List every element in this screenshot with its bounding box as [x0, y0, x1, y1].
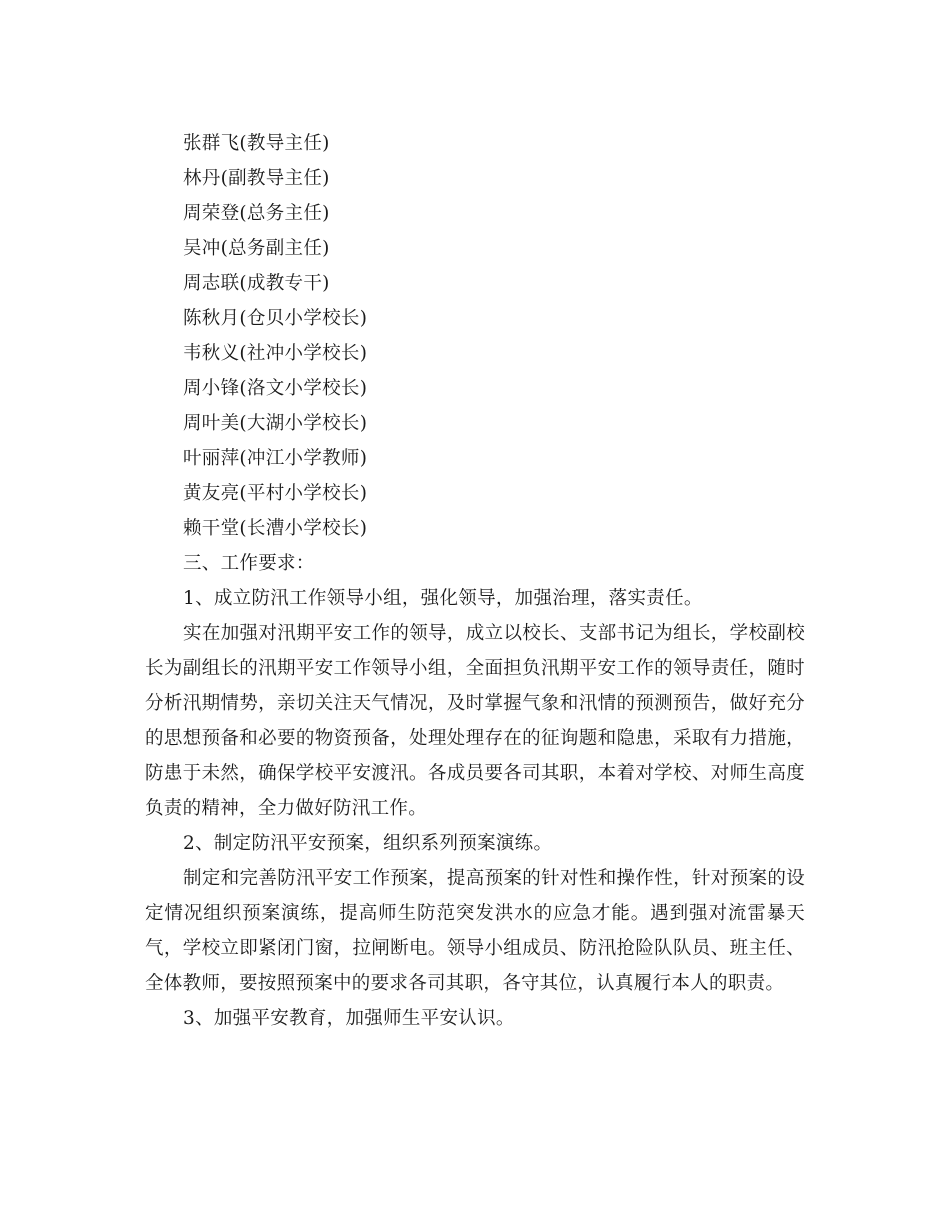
item-title-1: 1、成立防汛工作领导小组，强化领导，加强治理，落实责任。 — [183, 588, 703, 609]
item-body-2: 制定和完善防汛平安工作预案，提高预案的针对性和操作性，针对预案的设定情况组织预案演练，提高师生防范突发洪水的应急才能。遇到强对流雷暴天气，学校立即紧闭门窗，拉闸断电。领导小组成员、防汛抢险队队员、班主任、全体教师，要按照预案中的要求各司其职，各守其位，认真履行本人的职责。 — [145, 868, 805, 994]
member-item: 赖干堂(长漕小学校长) — [183, 518, 368, 539]
member-item: 林丹(副教导主任) — [183, 168, 330, 189]
leadership-member-list — [145, 126, 805, 546]
item-title-3: 3、加强平安教育，加强师生平安认识。 — [183, 1008, 515, 1029]
section-heading: 三、工作要求： — [183, 553, 315, 574]
member-item: 周小锋(洛文小学校长) — [183, 378, 368, 399]
member-item: 叶丽萍(冲江小学教师) — [183, 448, 368, 469]
member-item: 黄友亮(平村小学校长) — [183, 483, 368, 504]
member-item: 吴冲(总务副主任) — [183, 238, 330, 259]
member-item: 陈秋月(仓贝小学校长) — [183, 308, 368, 329]
member-item: 张群飞(教导主任) — [183, 133, 330, 154]
item-title-2: 2、制定防汛平安预案，组织系列预案演练。 — [183, 833, 553, 854]
item-body-1: 实在加强对汛期平安工作的领导，成立以校长、支部书记为组长，学校副校长为副组长的汛期平安工作领导小组，全面担负汛期平安工作的领导责任，随时分析汛期情势，亲切关注天气情况，及时掌握气象和汛情的预测预告，做好充分的思想预备和必要的物资预备，处理处理存在的征询题和隐患，采取有力措施，防患于未然，确保学校平安渡汛。各成员要各司其职，本着对学校、对师生高度负责的精神，全力做好防汛工作。 — [145, 623, 805, 819]
member-item: 周荣登(总务主任) — [183, 203, 330, 224]
document-content — [145, 126, 805, 1036]
member-item: 周叶美(大湖小学校长) — [183, 413, 368, 434]
member-item: 周志联(成教专干) — [183, 273, 330, 294]
member-item: 韦秋义(社冲小学校长) — [183, 343, 368, 364]
